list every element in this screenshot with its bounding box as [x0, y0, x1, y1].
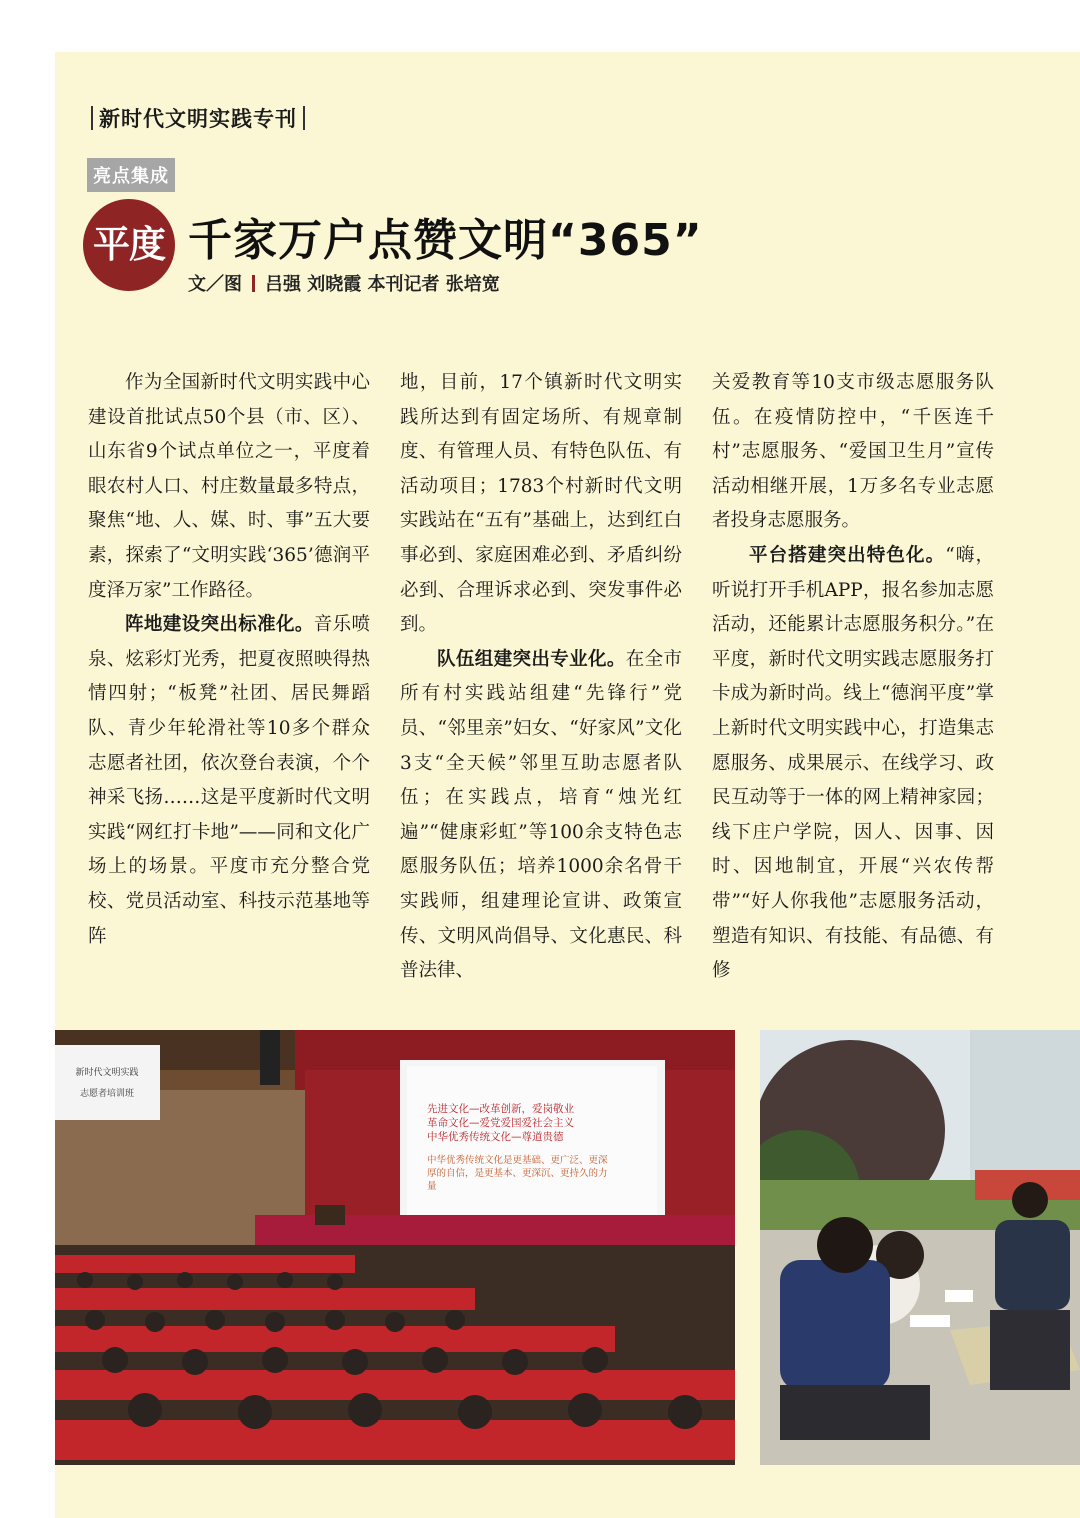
- byline: [188, 270, 500, 296]
- column-name: 新时代文明实践专刊: [99, 107, 297, 131]
- sign-line-1: 新时代文明实践: [75, 1068, 139, 1078]
- paragraph-lead: 队伍组建突出专业化。: [437, 648, 626, 670]
- sign-line-2: 志愿者培训班: [79, 1089, 135, 1099]
- paragraph-text: 作为全国新时代文明实践中心建设首批试点50个县（市、区）、山东省9个试点单位之一，平度着眼农村人口、村庄数量最多特点，聚焦“地、人、媒、时、事”五大要素，探索了“文明实践‘365’德润平度泽万家”工作路径。: [88, 372, 370, 601]
- paragraph: [712, 366, 994, 539]
- byline-separator: [252, 275, 255, 292]
- byline-authors: 吕强 刘晓霞 本刊记者 张培宽: [265, 274, 500, 295]
- auditorium-illustration: [55, 1030, 735, 1465]
- article-title: 千家万户点赞文明“365”: [188, 215, 703, 266]
- text-column-3: [712, 366, 994, 989]
- paragraph: [88, 366, 370, 608]
- section-tag: 亮点集成: [87, 158, 175, 192]
- city-badge: 平度: [83, 199, 175, 291]
- paragraph-text: 音乐喷泉、炫彩灯光秀，把夏夜照映得热情四射；“板凳”社团、居民舞蹈队、青少年轮滑社等10多个群众志愿者社团，依次登台表演，个个神采飞扬……这是平度新时代文明实践“网红打卡地”——同和文化广场上的场景。平度市充分整合党校、党员活动室、科技示范基地等阵: [88, 614, 370, 947]
- screen-paragraph: [427, 1154, 612, 1214]
- paragraph-lead: 平台搭建突出特色化。: [749, 544, 946, 566]
- paragraph-text: 在全市所有村实践站组建“先锋行”党员、“邻里亲”妇女、“好家风”文化3支“全天候”邻里互助志愿者队伍；在实践点，培育“烛光红遍”“健康彩虹”等100余支特色志愿服务队伍；培养1000余名骨干实践师，组建理论宣讲、政策宣传、文明风尚倡导、文化惠民、科普法律、: [400, 648, 682, 982]
- paragraph-text: “嗨，听说打开手机APP，报名参加志愿活动，还能累计志愿服务积分。”在平度，新时代文明实践志愿服务打卡成为新时尚。线上“德润平度”掌上新时代文明实践中心，打造集志愿服务、成果展示、在线学习、政民互动等于一体的网上精神家园；线下庄户学院，因人、因事、因时、因地制宜，开展“兴农传帮带”“好人你我他”志愿服务活动，塑造有知识、有技能、有品德、有修: [712, 544, 994, 982]
- paragraph: [400, 366, 682, 643]
- screen-text: 中华优秀传统文化是更基础、更广泛、更深厚的自信，是更基本、更深沉、更持久的力量: [427, 1155, 608, 1192]
- header-right-bar: [303, 106, 305, 130]
- text-column-2: [400, 366, 682, 989]
- paragraph-text: 关爱教育等10支市级志愿服务队伍。在疫情防控中，“千医连千村”志愿服务、“爱国卫生月”宣传活动相继开展，1万多名专业志愿者投身志愿服务。: [712, 372, 994, 532]
- outdoor-activity-photo: [760, 1030, 1080, 1465]
- outdoor-illustration: [760, 1030, 1080, 1465]
- paragraph: [400, 643, 682, 989]
- paragraph: [88, 608, 370, 954]
- screen-line-2: 革命文化—爱党爱国爱社会主义: [427, 1117, 574, 1129]
- screen-line-1: 先进文化—改革创新，爱岗敬业: [427, 1103, 574, 1115]
- text-column-1: [88, 366, 370, 954]
- header-left-bar: [91, 106, 93, 130]
- paragraph-text: 地，目前，17个镇新时代文明实践所达到有固定场所、有规章制度、有管理人员、有特色队伍、有活动项目；1783个村新时代文明实践站在“五有”基础上，达到红白事必到、家庭困难必到、矛盾纠纷必到、合理诉求必到、突发事件必到。: [400, 372, 682, 636]
- paragraph: [712, 539, 994, 989]
- auditorium-photo: [55, 1030, 735, 1465]
- paragraph-lead: 阵地建设突出标准化。: [125, 614, 314, 636]
- screen-line-3: 中华优秀传统文化—尊道贵德: [427, 1131, 564, 1143]
- byline-prefix: 文／图: [188, 274, 242, 295]
- column-header: [85, 103, 311, 133]
